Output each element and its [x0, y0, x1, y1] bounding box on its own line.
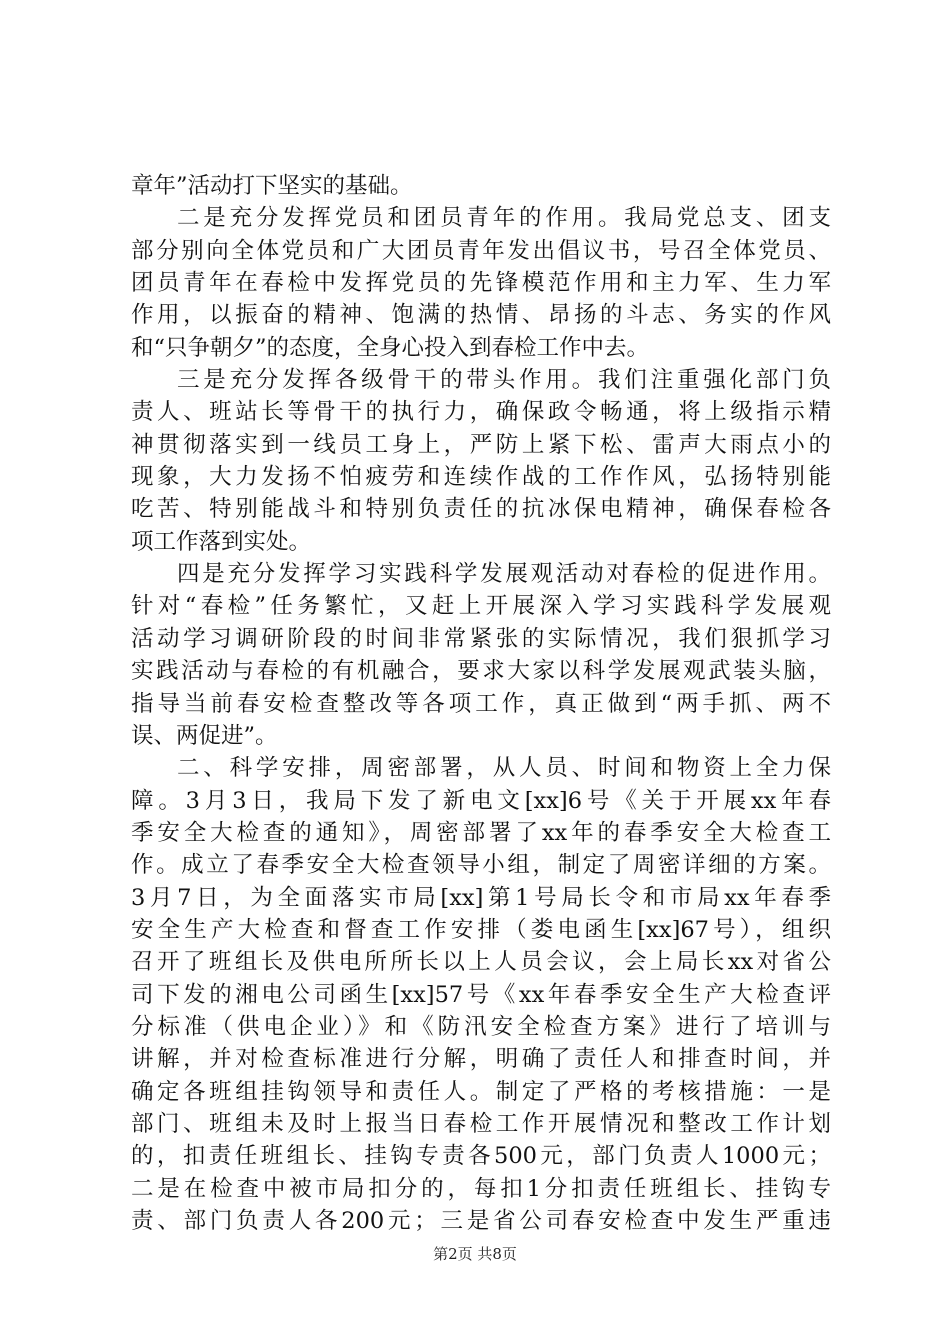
text-line: 指导当前春安检查整改等各项工作，真正做到“两手抓、两不 [131, 690, 831, 717]
text-line: 司下发的湘电公司函生[xx]57号《xx年春季安全生产大检查评 [131, 981, 831, 1008]
text-line: 三是充分发挥各级骨干的带头作用。我们注重强化部门负 [177, 367, 831, 394]
text-line: 章年”活动打下坚实的基础。 [131, 173, 413, 199]
text-line: 和“只争朝夕”的态度，全身心投入到春检工作中去。 [131, 334, 650, 361]
text-line: 作。成立了春季安全大检查领导小组，制定了周密详细的方案。 [131, 852, 831, 879]
text-line: 误、两促进”。 [131, 722, 278, 749]
page-footer [0, 1244, 950, 1264]
text-line: 讲解，并对检查标准进行分解，明确了责任人和排查时间，并 [131, 1046, 831, 1073]
text-line: 团员青年在春检中发挥党员的先锋模范作用和主力军、生力军 [131, 270, 831, 297]
text-line: 责人、班站长等骨干的执行力，确保政令畅通，将上级指示精 [131, 399, 831, 426]
text-line: 召开了班组长及供电所所长以上人员会议，会上局长xx对省公 [131, 949, 831, 976]
page-number-label: 第2页 共8页 [433, 1245, 517, 1263]
text-line: 神贯彻落实到一线员工身上，严防上紧下松、雷声大雨点小的 [131, 431, 831, 458]
text-line: 分标准（供电企业）》和《防汛安全检查方案》进行了培训与 [131, 1013, 831, 1040]
text-line: 作用，以振奋的精神、饱满的热情、昂扬的斗志、务实的作风 [131, 302, 831, 329]
text-line: 责、部门负责人各200元；三是省公司春安检查中发生严重违 [131, 1208, 831, 1234]
text-line: 实践活动与春检的有机融合，要求大家以科学发展观武装头脑， [131, 658, 831, 685]
text-line: 吃苦、特别能战斗和特别负责任的抗冰保电精神，确保春检各 [131, 496, 831, 523]
text-line: 部分别向全体党员和广大团员青年发出倡议书，号召全体党员、 [131, 237, 831, 264]
text-line: 二是充分发挥党员和团员青年的作用。我局党总支、团支 [177, 205, 831, 232]
text-line: 部门、班组未及时上报当日春检工作开展情况和整改工作计划 [131, 1110, 831, 1137]
text-line: 障。3月3日，我局下发了新电文[xx]6号《关于开展xx年春 [131, 787, 831, 814]
document-body [131, 170, 831, 1237]
text-line: 现象，大力发扬不怕疲劳和连续作战的工作作风，弘扬特别能 [131, 464, 831, 491]
text-line: 的，扣责任班组长、挂钩专责各500元，部门负责人1000元； [131, 1143, 831, 1170]
text-line: 季安全大检查的通知》，周密部署了xx年的春季安全大检查工 [131, 819, 831, 846]
text-line: 针对“春检”任务繁忙，又赶上开展深入学习实践科学发展观 [131, 593, 831, 620]
text-line: 3月7日，为全面落实市局[xx]第1号局长令和市局xx年春季 [131, 884, 831, 911]
text-line: 活动学习调研阶段的时间非常紧张的实际情况，我们狠抓学习 [131, 625, 831, 652]
text-line: 二是在检查中被市局扣分的，每扣1分扣责任班组长、挂钩专 [131, 1175, 831, 1202]
text-line: 四是充分发挥学习实践科学发展观活动对春检的促进作用。 [177, 561, 831, 588]
text-line: 安全生产大检查和督查工作安排（娄电函生[xx]67号），组织 [131, 916, 831, 943]
text-line: 确定各班组挂钩领导和责任人。制定了严格的考核措施：一是 [131, 1078, 831, 1105]
text-line: 项工作落到实处。 [131, 528, 312, 555]
text-line: 二、科学安排，周密部署，从人员、时间和物资上全力保 [177, 755, 831, 782]
